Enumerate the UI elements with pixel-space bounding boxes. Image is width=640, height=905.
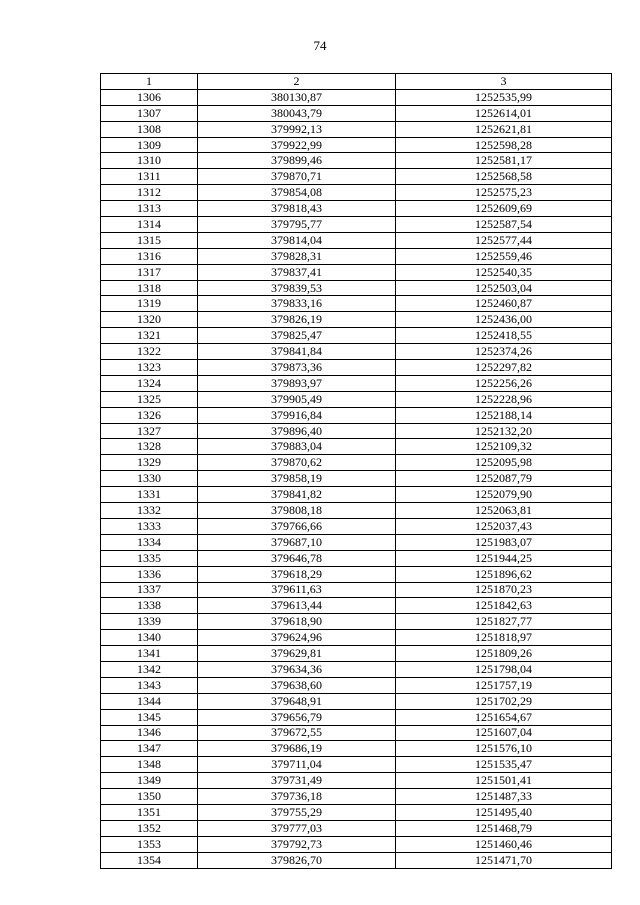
cell-x-coordinate: 379825,47 xyxy=(198,328,396,344)
table-row xyxy=(101,566,612,582)
cell-y-coordinate: 1252575,23 xyxy=(396,185,612,201)
cell-x-coordinate: 379711,04 xyxy=(198,757,396,773)
table-row xyxy=(101,201,612,217)
cell-point-number: 1318 xyxy=(101,280,198,296)
header-row xyxy=(101,74,612,90)
cell-point-number: 1342 xyxy=(101,661,198,677)
cell-y-coordinate: 1252568,58 xyxy=(396,169,612,185)
table-row xyxy=(101,534,612,550)
cell-y-coordinate: 1252095,98 xyxy=(396,455,612,471)
table-row xyxy=(101,820,612,836)
table-row xyxy=(101,455,612,471)
cell-point-number: 1321 xyxy=(101,328,198,344)
cell-point-number: 1312 xyxy=(101,185,198,201)
cell-x-coordinate: 379624,96 xyxy=(198,630,396,646)
cell-y-coordinate: 1252087,79 xyxy=(396,471,612,487)
table-row xyxy=(101,89,612,105)
cell-point-number: 1338 xyxy=(101,598,198,614)
cell-point-number: 1346 xyxy=(101,725,198,741)
cell-y-coordinate: 1252609,69 xyxy=(396,201,612,217)
table-row xyxy=(101,137,612,153)
cell-point-number: 1334 xyxy=(101,534,198,550)
cell-x-coordinate: 379841,82 xyxy=(198,487,396,503)
cell-point-number: 1341 xyxy=(101,646,198,662)
table-row xyxy=(101,487,612,503)
cell-y-coordinate: 1251576,10 xyxy=(396,741,612,757)
cell-x-coordinate: 379899,46 xyxy=(198,153,396,169)
cell-y-coordinate: 1252132,20 xyxy=(396,423,612,439)
table-row xyxy=(101,598,612,614)
cell-y-coordinate: 1251495,40 xyxy=(396,804,612,820)
cell-point-number: 1308 xyxy=(101,121,198,137)
cell-x-coordinate: 379858,19 xyxy=(198,471,396,487)
cell-point-number: 1340 xyxy=(101,630,198,646)
cell-y-coordinate: 1251535,47 xyxy=(396,757,612,773)
cell-y-coordinate: 1252228,96 xyxy=(396,391,612,407)
cell-point-number: 1333 xyxy=(101,518,198,534)
cell-point-number: 1336 xyxy=(101,566,198,582)
cell-point-number: 1313 xyxy=(101,201,198,217)
cell-x-coordinate: 379873,36 xyxy=(198,360,396,376)
table-row xyxy=(101,264,612,280)
cell-point-number: 1331 xyxy=(101,487,198,503)
cell-x-coordinate: 379826,19 xyxy=(198,312,396,328)
cell-point-number: 1345 xyxy=(101,709,198,725)
cell-y-coordinate: 1251809,26 xyxy=(396,646,612,662)
table-row xyxy=(101,153,612,169)
cell-x-coordinate: 379916,84 xyxy=(198,407,396,423)
cell-y-coordinate: 1252063,81 xyxy=(396,503,612,519)
table-row xyxy=(101,312,612,328)
cell-y-coordinate: 1251870,23 xyxy=(396,582,612,598)
page-number: 74 xyxy=(313,38,327,53)
cell-point-number: 1339 xyxy=(101,614,198,630)
cell-x-coordinate: 379828,31 xyxy=(198,248,396,264)
cell-point-number: 1311 xyxy=(101,169,198,185)
cell-y-coordinate: 1252037,43 xyxy=(396,518,612,534)
cell-point-number: 1330 xyxy=(101,471,198,487)
cell-x-coordinate: 379826,70 xyxy=(198,852,396,868)
cell-point-number: 1317 xyxy=(101,264,198,280)
table-row xyxy=(101,375,612,391)
cell-point-number: 1324 xyxy=(101,375,198,391)
table-row xyxy=(101,121,612,137)
cell-x-coordinate: 379870,71 xyxy=(198,169,396,185)
table-row xyxy=(101,471,612,487)
cell-y-coordinate: 1252418,55 xyxy=(396,328,612,344)
table-row xyxy=(101,423,612,439)
column-header-x: 2 xyxy=(198,74,396,90)
table-row xyxy=(101,804,612,820)
table-row xyxy=(101,232,612,248)
table-row xyxy=(101,503,612,519)
table-row xyxy=(101,614,612,630)
cell-y-coordinate: 1251471,70 xyxy=(396,852,612,868)
cell-y-coordinate: 1252374,26 xyxy=(396,344,612,360)
table-row xyxy=(101,661,612,677)
cell-y-coordinate: 1251460,46 xyxy=(396,836,612,852)
cell-x-coordinate: 379618,90 xyxy=(198,614,396,630)
cell-y-coordinate: 1251818,97 xyxy=(396,630,612,646)
cell-x-coordinate: 379905,49 xyxy=(198,391,396,407)
cell-y-coordinate: 1252297,82 xyxy=(396,360,612,376)
table-row xyxy=(101,852,612,868)
cell-y-coordinate: 1251944,25 xyxy=(396,550,612,566)
table-row xyxy=(101,407,612,423)
cell-point-number: 1351 xyxy=(101,804,198,820)
cell-x-coordinate: 379922,99 xyxy=(198,137,396,153)
cell-x-coordinate: 379837,41 xyxy=(198,264,396,280)
cell-point-number: 1310 xyxy=(101,153,198,169)
cell-x-coordinate: 379648,91 xyxy=(198,693,396,709)
cell-point-number: 1314 xyxy=(101,217,198,233)
cell-point-number: 1316 xyxy=(101,248,198,264)
table-header xyxy=(101,74,612,90)
cell-x-coordinate: 379613,44 xyxy=(198,598,396,614)
cell-y-coordinate: 1251896,62 xyxy=(396,566,612,582)
cell-x-coordinate: 379638,60 xyxy=(198,677,396,693)
cell-y-coordinate: 1252559,46 xyxy=(396,248,612,264)
cell-x-coordinate: 379854,08 xyxy=(198,185,396,201)
table-row xyxy=(101,185,612,201)
table-row xyxy=(101,757,612,773)
cell-point-number: 1319 xyxy=(101,296,198,312)
cell-y-coordinate: 1252614,01 xyxy=(396,105,612,121)
table-row xyxy=(101,391,612,407)
cell-point-number: 1347 xyxy=(101,741,198,757)
cell-point-number: 1325 xyxy=(101,391,198,407)
cell-x-coordinate: 379896,40 xyxy=(198,423,396,439)
cell-point-number: 1326 xyxy=(101,407,198,423)
cell-point-number: 1315 xyxy=(101,232,198,248)
cell-point-number: 1352 xyxy=(101,820,198,836)
table-row xyxy=(101,360,612,376)
cell-x-coordinate: 379731,49 xyxy=(198,773,396,789)
table-row xyxy=(101,169,612,185)
table-row xyxy=(101,439,612,455)
table-row xyxy=(101,344,612,360)
cell-x-coordinate: 379792,73 xyxy=(198,836,396,852)
cell-y-coordinate: 1251842,63 xyxy=(396,598,612,614)
table-row xyxy=(101,693,612,709)
table-row xyxy=(101,709,612,725)
table-row xyxy=(101,280,612,296)
cell-x-coordinate: 379808,18 xyxy=(198,503,396,519)
cell-x-coordinate: 379629,81 xyxy=(198,646,396,662)
cell-x-coordinate: 380043,79 xyxy=(198,105,396,121)
cell-point-number: 1335 xyxy=(101,550,198,566)
cell-point-number: 1322 xyxy=(101,344,198,360)
cell-point-number: 1337 xyxy=(101,582,198,598)
cell-y-coordinate: 1252587,54 xyxy=(396,217,612,233)
cell-x-coordinate: 379656,79 xyxy=(198,709,396,725)
cell-point-number: 1320 xyxy=(101,312,198,328)
cell-point-number: 1329 xyxy=(101,455,198,471)
coordinates-table xyxy=(100,73,612,869)
cell-point-number: 1350 xyxy=(101,789,198,805)
table-row xyxy=(101,248,612,264)
cell-point-number: 1327 xyxy=(101,423,198,439)
cell-point-number: 1332 xyxy=(101,503,198,519)
cell-point-number: 1344 xyxy=(101,693,198,709)
cell-y-coordinate: 1251983,07 xyxy=(396,534,612,550)
cell-y-coordinate: 1252109,32 xyxy=(396,439,612,455)
cell-x-coordinate: 379893,97 xyxy=(198,375,396,391)
cell-x-coordinate: 379736,18 xyxy=(198,789,396,805)
cell-x-coordinate: 379618,29 xyxy=(198,566,396,582)
cell-x-coordinate: 379755,29 xyxy=(198,804,396,820)
cell-x-coordinate: 380130,87 xyxy=(198,89,396,105)
cell-y-coordinate: 1252503,04 xyxy=(396,280,612,296)
cell-point-number: 1353 xyxy=(101,836,198,852)
table-body xyxy=(101,89,612,868)
cell-x-coordinate: 379777,03 xyxy=(198,820,396,836)
cell-x-coordinate: 379795,77 xyxy=(198,217,396,233)
cell-x-coordinate: 379883,04 xyxy=(198,439,396,455)
cell-y-coordinate: 1252188,14 xyxy=(396,407,612,423)
table-row xyxy=(101,836,612,852)
cell-x-coordinate: 379686,19 xyxy=(198,741,396,757)
cell-y-coordinate: 1252581,17 xyxy=(396,153,612,169)
cell-y-coordinate: 1252256,26 xyxy=(396,375,612,391)
table-row xyxy=(101,789,612,805)
cell-point-number: 1306 xyxy=(101,89,198,105)
cell-point-number: 1343 xyxy=(101,677,198,693)
table-row xyxy=(101,741,612,757)
cell-x-coordinate: 379839,53 xyxy=(198,280,396,296)
table-row xyxy=(101,518,612,534)
cell-x-coordinate: 379646,78 xyxy=(198,550,396,566)
table-row xyxy=(101,550,612,566)
cell-y-coordinate: 1252079,90 xyxy=(396,487,612,503)
cell-y-coordinate: 1251607,04 xyxy=(396,725,612,741)
cell-y-coordinate: 1251757,19 xyxy=(396,677,612,693)
cell-y-coordinate: 1252540,35 xyxy=(396,264,612,280)
table-row xyxy=(101,725,612,741)
cell-y-coordinate: 1251702,29 xyxy=(396,693,612,709)
column-header-y: 3 xyxy=(396,74,612,90)
table-row xyxy=(101,773,612,789)
cell-x-coordinate: 379833,16 xyxy=(198,296,396,312)
table-row xyxy=(101,646,612,662)
cell-x-coordinate: 379611,63 xyxy=(198,582,396,598)
cell-x-coordinate: 379992,13 xyxy=(198,121,396,137)
cell-x-coordinate: 379766,66 xyxy=(198,518,396,534)
cell-y-coordinate: 1252598,28 xyxy=(396,137,612,153)
cell-x-coordinate: 379634,36 xyxy=(198,661,396,677)
cell-y-coordinate: 1252621,81 xyxy=(396,121,612,137)
cell-point-number: 1323 xyxy=(101,360,198,376)
table-row xyxy=(101,328,612,344)
table-row xyxy=(101,105,612,121)
cell-x-coordinate: 379870,62 xyxy=(198,455,396,471)
cell-y-coordinate: 1251487,33 xyxy=(396,789,612,805)
table-row xyxy=(101,217,612,233)
cell-y-coordinate: 1252436,00 xyxy=(396,312,612,328)
cell-x-coordinate: 379814,04 xyxy=(198,232,396,248)
table-row xyxy=(101,677,612,693)
cell-y-coordinate: 1251501,41 xyxy=(396,773,612,789)
cell-y-coordinate: 1251654,67 xyxy=(396,709,612,725)
cell-y-coordinate: 1251468,79 xyxy=(396,820,612,836)
cell-x-coordinate: 379687,10 xyxy=(198,534,396,550)
table-row xyxy=(101,296,612,312)
cell-y-coordinate: 1252460,87 xyxy=(396,296,612,312)
cell-point-number: 1309 xyxy=(101,137,198,153)
cell-y-coordinate: 1252535,99 xyxy=(396,89,612,105)
cell-point-number: 1328 xyxy=(101,439,198,455)
cell-point-number: 1354 xyxy=(101,852,198,868)
cell-point-number: 1349 xyxy=(101,773,198,789)
cell-x-coordinate: 379672,55 xyxy=(198,725,396,741)
cell-y-coordinate: 1252577,44 xyxy=(396,232,612,248)
cell-y-coordinate: 1251798,04 xyxy=(396,661,612,677)
cell-x-coordinate: 379818,43 xyxy=(198,201,396,217)
cell-y-coordinate: 1251827,77 xyxy=(396,614,612,630)
cell-x-coordinate: 379841,84 xyxy=(198,344,396,360)
table-row xyxy=(101,630,612,646)
cell-point-number: 1348 xyxy=(101,757,198,773)
cell-point-number: 1307 xyxy=(101,105,198,121)
table-row xyxy=(101,582,612,598)
column-header-point-number: 1 xyxy=(101,74,198,90)
